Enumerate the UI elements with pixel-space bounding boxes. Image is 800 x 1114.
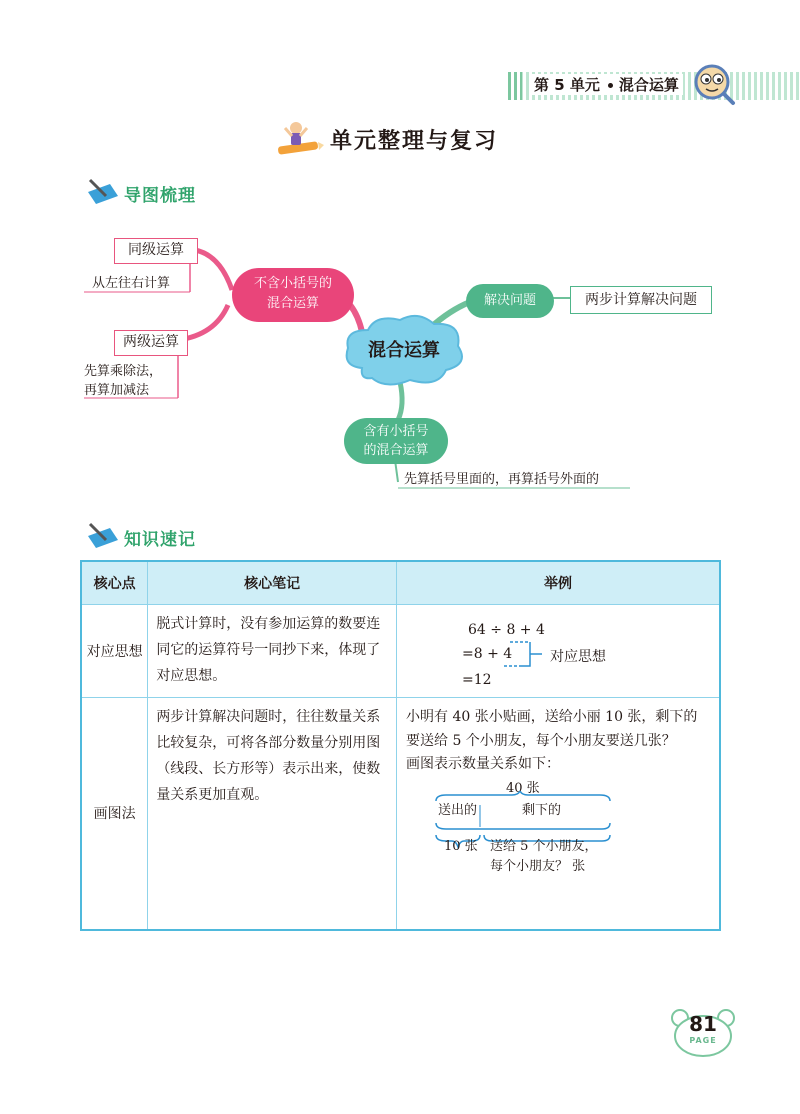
row1-example [397, 605, 721, 698]
two-level-box: 两级运算 [114, 330, 188, 356]
col-header-example: 举例 [397, 561, 721, 605]
section-label-knowledge: 知识速记 [124, 530, 196, 550]
table-row [81, 605, 720, 698]
row2-caption: 画图表示数量关系如下： [406, 756, 560, 772]
table-header-row [81, 561, 720, 605]
given-value: 10 张 [444, 839, 478, 854]
same-level-note: 从左往右计算 [92, 276, 171, 291]
page-label: PAGE [689, 1036, 717, 1045]
solve-box: 两步计算解决问题 [570, 286, 712, 314]
bracket-note: 先算括号里面的，再算括号外面的 [404, 472, 600, 487]
remain-note2: 每个小朋友？ 张 [490, 859, 586, 874]
section-header-mindmap [84, 178, 224, 208]
example-line2: =8 + 4 [462, 646, 513, 662]
header-stripe-accent [508, 72, 522, 100]
example-label: 对应思想 [550, 649, 606, 665]
example-line1: 64 ÷ 8 + 4 [468, 622, 545, 638]
unit-label: 第 5 单元 [534, 76, 600, 94]
separator-dot [608, 83, 613, 88]
page-title: 单元整理与复习 [330, 129, 499, 154]
bracket-line2: 的混合运算 [363, 443, 429, 458]
section-label-mindmap: 导图梳理 [124, 186, 196, 206]
unit-header [530, 74, 683, 95]
row2-note: 两步计算解决问题时，往往数量关系比较复杂，可将各部分数量分别用图（线段、长方形等）表示出来，使数量关系更加直观。 [148, 698, 397, 930]
remain-label: 剩下的 [522, 803, 562, 818]
row2-point: 画图法 [81, 698, 148, 930]
solve-node: 解决问题 [466, 284, 554, 318]
center-node-label: 混合运算 [368, 340, 440, 361]
two-level-note-line1: 先算乘除法， [84, 364, 163, 379]
magnifier-mascot-icon [692, 62, 736, 106]
correspondence-marks [498, 636, 558, 676]
same-level-box: 同级运算 [114, 238, 198, 264]
unit-topic: 混合运算 [618, 76, 679, 94]
section-header-knowledge [84, 522, 224, 552]
pencil-kid-icon [276, 120, 324, 156]
row2-example [397, 698, 721, 930]
row1-note: 脱式计算时，没有参加运算的数要连同它的运算符号一同抄下来，体现了对应思想。 [148, 605, 397, 698]
no-bracket-line1: 不含小括号的 [253, 276, 332, 291]
row2-problem: 小明有 40 张小贴画，送给小丽 10 张，剩下的要送给 5 个小朋友，每个小朋友要送几张？ [406, 709, 698, 749]
no-bracket-line2: 混合运算 [266, 296, 319, 311]
pen-tablet-icon [84, 178, 122, 208]
example-line3: =12 [462, 672, 492, 688]
pen-tablet-icon [84, 522, 122, 552]
two-level-note [84, 362, 162, 400]
given-label: 送出的 [438, 803, 478, 818]
col-header-point: 核心点 [81, 561, 148, 605]
page-number: 81 [689, 1012, 717, 1036]
row1-point: 对应思想 [81, 605, 148, 698]
knowledge-table [80, 560, 721, 931]
two-level-note-line2: 再算加减法 [84, 383, 150, 398]
table-row [81, 698, 720, 930]
bracket-line1: 含有小括号 [363, 424, 429, 439]
bracket-node [344, 418, 448, 464]
no-bracket-node [232, 268, 354, 322]
col-header-note: 核心笔记 [148, 561, 397, 605]
remain-note1: 送给 5 个小朋友， [490, 839, 598, 854]
total-label: 40 张 [506, 781, 540, 796]
